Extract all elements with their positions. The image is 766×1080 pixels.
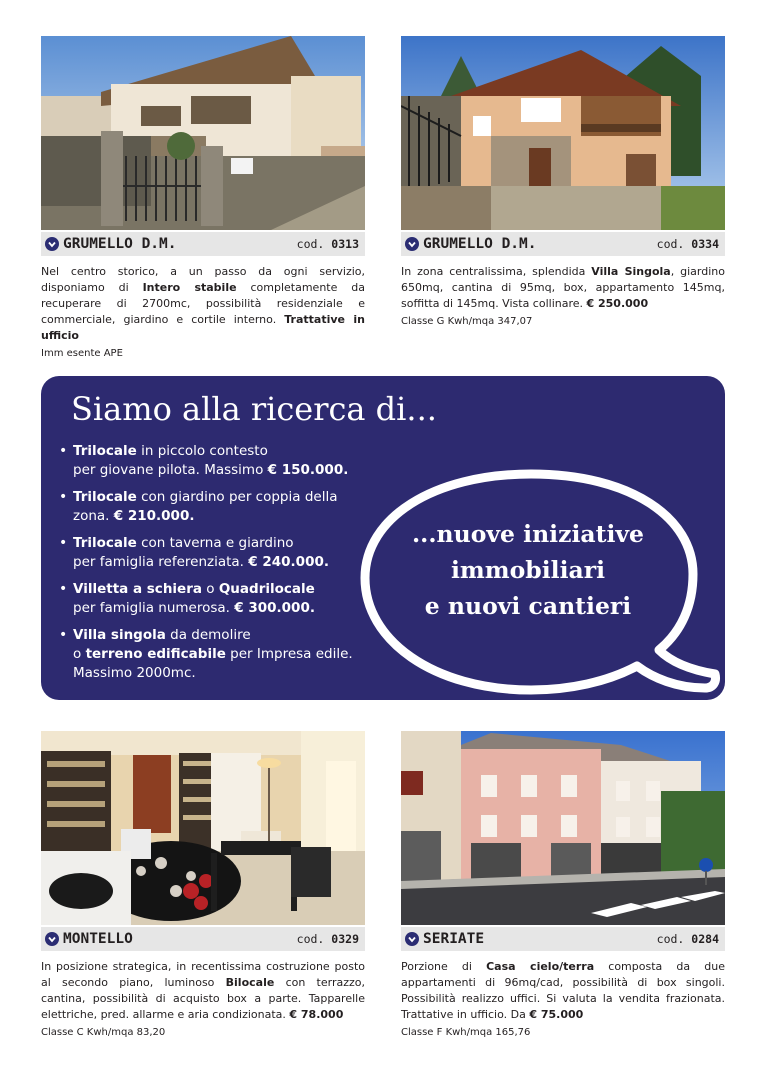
listing-description: In posizione strategica, in recentissima costruzione posto al secondo piano, luminoso Bilocale con terrazzo, cantina, possibilità di acquisto box a parte. Tapparelle elettriche, pred. allarme e aria condizionata. € 78.000 Classe C Kwh/mqa 83,20 [41, 960, 365, 1038]
location-pin-icon [405, 237, 419, 251]
list-item: • Trilocale con giardino per coppia della zona. € 210.000. [55, 488, 375, 526]
listing-description: Nel centro storico, a un passo da ogni servizio, disponiamo di Intero stabile completamente da recuperare di 2700mc, possibilità residenziale e commerciale, giardino e cortile interno. Trattative in ufficio Imm esente APE [41, 265, 366, 359]
property-code: cod. 0329 [296, 932, 359, 946]
listing-header [41, 232, 365, 256]
list-item: • Villa singola da demolire o terreno edificabile per Impresa edile. Massimo 2000mc. [55, 626, 375, 683]
town-name: SERIATE [423, 931, 485, 947]
bubble-text: ...nuove iniziative immobiliari e nuovi cantieri [411, 520, 644, 620]
listing-description: Porzione di Casa cielo/terra composta da due appartamenti di 96mq/cad, possibilità di box singoli. Possibilità realizzo uffici. Si valuta la vendita frazionata. Trattative in ufficio. Da € 75.000 Classe F Kwh/mqa 165,76 [401, 960, 725, 1038]
location-pin-icon [45, 932, 59, 946]
location-pin-icon [405, 932, 419, 946]
town-name: MONTELLO [63, 931, 133, 947]
town-name: GRUMELLO D.M. [423, 236, 537, 252]
listing-header [401, 927, 725, 951]
listing-header [41, 927, 365, 951]
search-banner [41, 376, 725, 700]
list-item: • Trilocale con taverna e giardino per famiglia referenziata. € 240.000. [55, 534, 375, 572]
listing-description: In zona centralissima, splendida Villa Singola, giardino 650mq, cantina di 95mq, box, appartamento 145mq, soffitta di 145mq. Vista collinare. € 250.000 Classe G Kwh/mqa 347,07 [401, 265, 725, 327]
energy-class: Classe F Kwh/mqa 165,76 [401, 1027, 531, 1038]
property-photo [401, 36, 725, 230]
location-pin-icon [45, 237, 59, 251]
property-photo [41, 731, 365, 925]
property-code: cod. 0313 [296, 237, 359, 251]
town-name: GRUMELLO D.M. [63, 236, 177, 252]
energy-class: Classe C Kwh/mqa 83,20 [41, 1027, 166, 1038]
list-item: • Villetta a schiera o Quadrilocale per famiglia numerosa. € 300.000. [55, 580, 375, 618]
banner-title: Siamo alla ricerca di... [71, 390, 437, 428]
listing-header [401, 232, 725, 256]
list-item: • Trilocale in piccolo contesto per giovane pilota. Massimo € 150.000. [55, 442, 375, 480]
energy-class: Classe G Kwh/mqa 347,07 [401, 316, 533, 327]
energy-class: Imm esente APE [41, 348, 123, 359]
property-code: cod. 0284 [656, 932, 719, 946]
property-photo [41, 36, 365, 230]
property-code: cod. 0334 [656, 237, 719, 251]
request-list [55, 442, 375, 691]
property-photo [401, 731, 725, 925]
